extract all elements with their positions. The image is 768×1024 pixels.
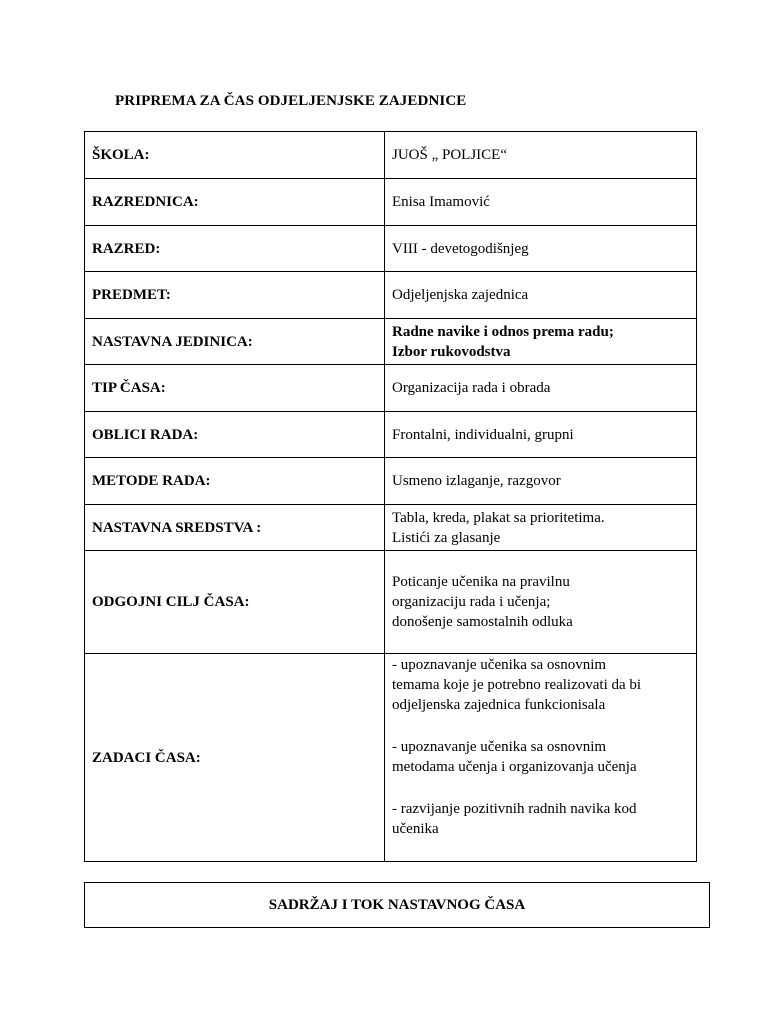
value-line: odjeljenska zajednica funkcionisala: [392, 697, 606, 713]
section-heading: SADRŽAJ I TOK NASTAVNOG ČASA: [268, 896, 526, 913]
row-value-razrednica: Enisa Imamović: [385, 179, 697, 226]
row-label-skola: ŠKOLA:: [85, 132, 385, 179]
row-value-oblici-rada: Frontalni, individualni, grupni: [385, 412, 697, 458]
value-line: donošenje samostalnih odluka: [392, 614, 573, 630]
section-heading-box: [84, 882, 710, 928]
row-label-nastavna-sredstva: NASTAVNA SREDSTVA :: [85, 505, 385, 551]
value-line: Listići za glasanje: [392, 529, 501, 546]
value-line: metodama učenja i organizovanja učenja: [392, 759, 637, 775]
task-paragraph: [392, 655, 690, 715]
row-value-zadaci-casa: [385, 654, 697, 862]
lesson-plan-table: [84, 131, 697, 862]
table-row-zadaci-casa: [85, 654, 697, 862]
row-label-oblici-rada: OBLICI RADA:: [85, 412, 385, 458]
table-row-razrednica: [85, 179, 697, 226]
value-line: organizaciju rada i učenja;: [392, 594, 551, 610]
table-row-skola: [85, 132, 697, 179]
value-line: - razvijanje pozitivnih radnih navika kod: [392, 801, 637, 817]
row-label-nastavna-jedinica: NASTAVNA JEDINICA:: [85, 319, 385, 365]
row-value-metode-rada: Usmeno izlaganje, razgovor: [385, 458, 697, 505]
row-value-nastavna-sredstva: [385, 505, 697, 551]
table-row-nastavna-sredstva: [85, 505, 697, 551]
row-value-skola: JUOŠ „ POLJICE“: [385, 132, 697, 179]
value-line: - upoznavanje učenika sa osnovnim: [392, 657, 607, 673]
value-line: - upoznavanje učenika sa osnovnim: [392, 739, 607, 755]
table-row-razred: [85, 226, 697, 272]
value-line: Izbor rukovodstva: [392, 343, 511, 360]
row-label-razrednica: RAZREDNICA:: [85, 179, 385, 226]
row-value-odgojni-cilj: [385, 551, 697, 654]
row-label-razred: RAZRED:: [85, 226, 385, 272]
table-row-odgojni-cilj: [85, 551, 697, 654]
value-line: Poticanje učenika na pravilnu: [392, 574, 570, 590]
row-value-nastavna-jedinica: [385, 319, 697, 365]
value-line: učenika: [392, 821, 439, 837]
task-paragraph: [392, 737, 690, 777]
table-row-tip-casa: [85, 365, 697, 412]
table-row-nastavna-jedinica: [85, 319, 697, 365]
row-value-tip-casa: Organizacija rada i obrada: [385, 365, 697, 412]
row-label-metode-rada: METODE RADA:: [85, 458, 385, 505]
row-value-razred: VIII - devetogodišnjeg: [385, 226, 697, 272]
row-label-odgojni-cilj: ODGOJNI CILJ ČASA:: [85, 551, 385, 654]
row-label-zadaci-casa: ZADACI ČASA:: [85, 654, 385, 862]
value-line: Tabla, kreda, plakat sa prioritetima.: [392, 509, 605, 526]
table-row-predmet: [85, 272, 697, 319]
row-label-tip-casa: TIP ČASA:: [85, 365, 385, 412]
value-line: Radne navike i odnos prema radu;: [392, 323, 614, 340]
table-row-metode-rada: [85, 458, 697, 505]
table-row-oblici-rada: [85, 412, 697, 458]
row-label-predmet: PREDMET:: [85, 272, 385, 319]
row-value-predmet: Odjeljenjska zajednica: [385, 272, 697, 319]
document-title: PRIPREMA ZA ČAS ODJELJENJSKE ZAJEDNICE: [115, 93, 467, 109]
value-line: temama koje je potrebno realizovati da bi: [392, 677, 642, 693]
task-paragraph: [392, 799, 690, 839]
